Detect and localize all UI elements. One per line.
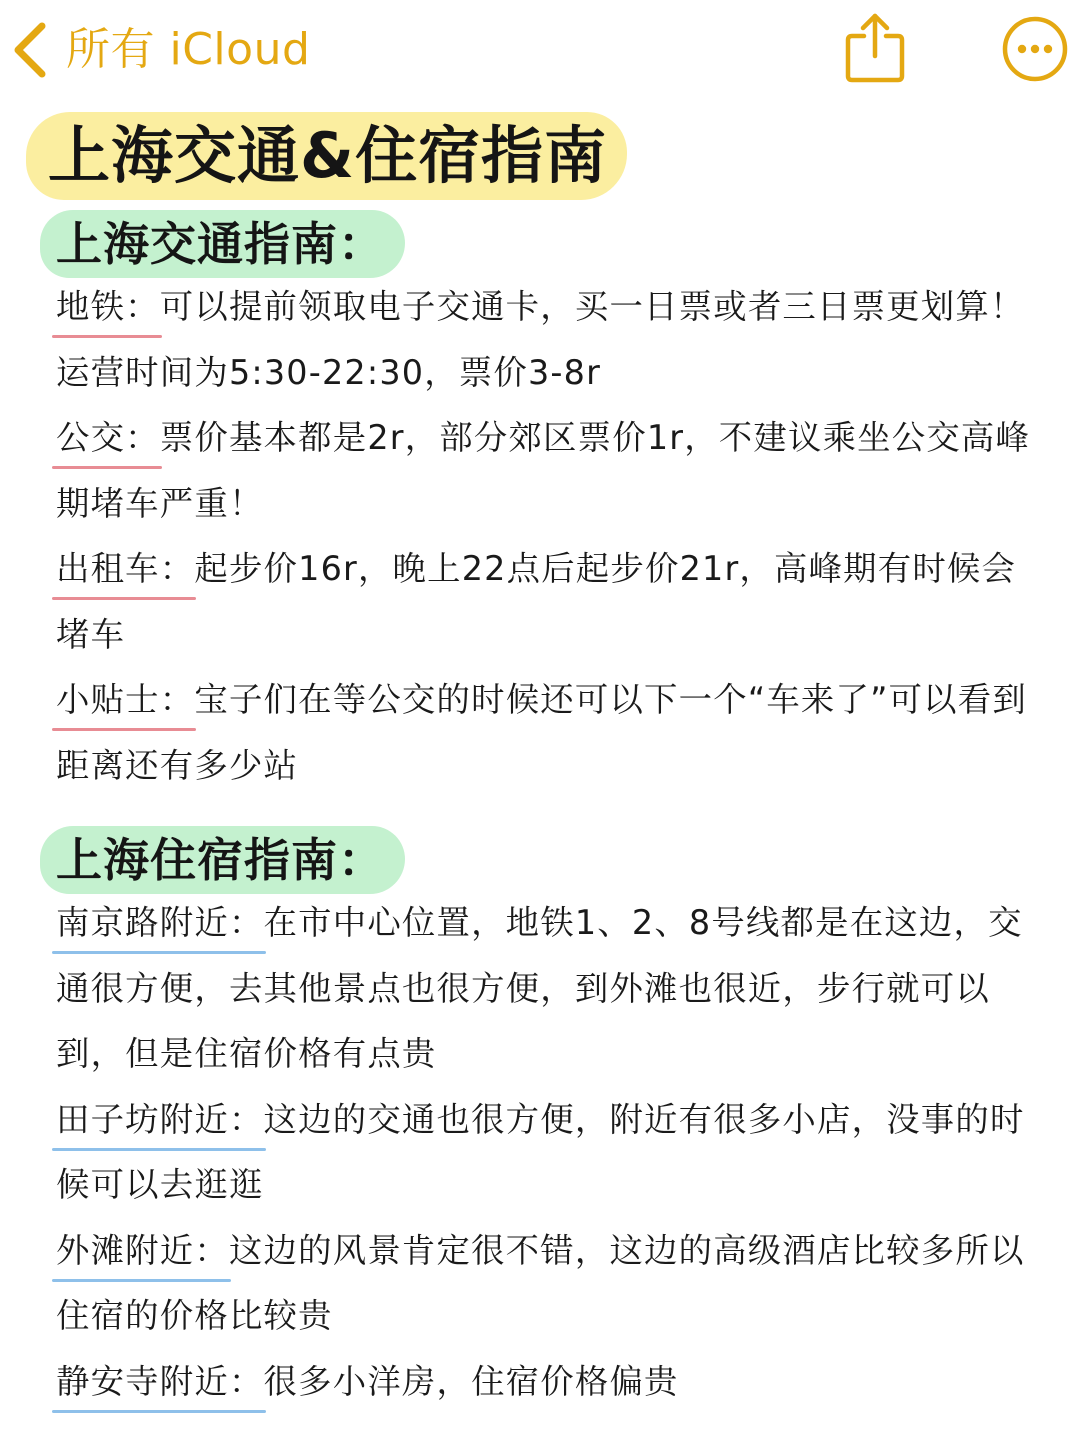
navigation-bar	[0, 0, 1080, 100]
list-item	[56, 890, 1031, 1087]
item-text: 起步价16r，晚上22点后起步价21r，高峰期有时候会堵车	[56, 549, 1017, 654]
list-item	[56, 1087, 1031, 1218]
list-item	[56, 405, 1031, 536]
item-text: 票价基本都是2r，部分郊区票价1r，不建议乘坐公交高峰期堵车严重！	[56, 418, 1031, 523]
item-label: 外滩附近：	[56, 1230, 229, 1270]
item-text: 宝子们在等公交的时候还可以下一个“车来了”可以看到距离还有多少站	[56, 680, 1027, 785]
list-item	[56, 1349, 1031, 1415]
item-label: 出租车：	[56, 549, 195, 588]
item-text: 这边的交通也很方便，附近有很多小店，没事的时候可以去逛逛	[56, 1099, 1025, 1204]
item-label: 公交：	[56, 418, 160, 457]
item-text: 可以提前领取电子交通卡，买一日票或者三日票更划算！运营时间为5:30-22:30，票价3-8r	[56, 287, 1025, 392]
item-text: 很多小洋房，住宿价格偏贵	[263, 1361, 679, 1401]
item-label: 地铁：	[56, 287, 160, 326]
back-button[interactable]	[8, 18, 310, 82]
item-label: 田子坊附近：	[56, 1099, 264, 1139]
list-item	[56, 1218, 1031, 1349]
item-label: 小贴士：	[56, 680, 195, 719]
chevron-left-icon	[8, 20, 52, 80]
item-label: 静安寺附近：	[56, 1361, 264, 1401]
more-button[interactable]	[1000, 14, 1070, 88]
lodging-section	[56, 890, 1031, 1414]
section-heading-lodging: 上海住宿指南：	[40, 826, 405, 894]
list-item	[56, 667, 1031, 798]
note-title: 上海交通&住宿指南	[26, 112, 627, 200]
item-text: 这边的风景肯定很不错，这边的高级酒店比较多所以住宿的价格比较贵	[56, 1230, 1025, 1335]
back-label: 所有 iCloud	[66, 24, 311, 75]
transport-section	[56, 274, 1031, 798]
item-label: 南京路附近：	[56, 903, 264, 942]
section-heading-transport: 上海交通指南：	[40, 210, 405, 278]
item-text: 在市中心位置，地铁1、2、8号线都是在这边，交通很方便，去其他景点也很方便，到外滩也很近，步行就可以到，但是住宿价格有点贵	[56, 903, 1023, 1073]
list-item	[56, 274, 1031, 405]
list-item	[56, 536, 1031, 667]
share-button[interactable]	[842, 10, 908, 90]
share-icon	[842, 10, 908, 86]
more-icon	[1000, 14, 1070, 84]
